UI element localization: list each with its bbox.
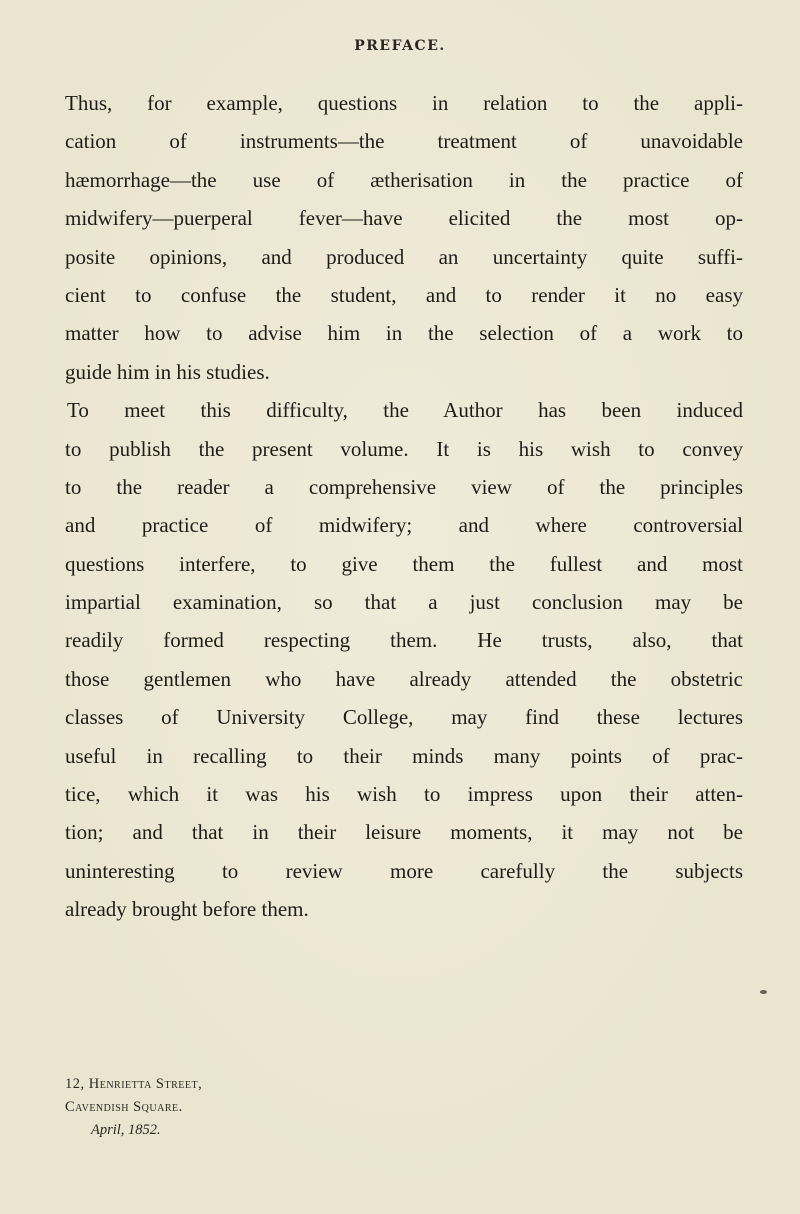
text-line: tice, which it was his wish to impress upon their atten- xyxy=(65,782,743,807)
text-line: already brought before them. xyxy=(65,897,309,922)
text-line: and practice of midwifery; and where controversial xyxy=(65,513,743,538)
text-line: cation of instruments—the treatment of unavoidable xyxy=(65,129,743,154)
text-line: questions interfere, to give them the fullest and most xyxy=(65,551,743,576)
text-line: To meet this difficulty, the Author has been induced xyxy=(67,398,743,423)
text-line: readily formed respecting them. He trusts, also, that xyxy=(65,628,743,653)
text-line: Thus, for example, questions in relation to the appli- xyxy=(65,91,743,115)
running-head: PREFACE. xyxy=(354,38,446,54)
text-line: hæmorrhage—the use of ætherisation in the practice of xyxy=(65,167,743,192)
text-line: uninteresting to review more carefully the subjects xyxy=(65,858,743,883)
text-line: posite opinions, and produced an uncertainty quite suffi- xyxy=(65,244,743,269)
signature-block xyxy=(65,1073,202,1142)
text-line: to publish the present volume. It is his wish to convey xyxy=(65,436,743,461)
text-line: impartial examination, so that a just conclusion may be xyxy=(65,590,743,615)
text-line: cient to confuse the student, and to render it no easy xyxy=(65,282,743,307)
signature-date: April, 1852. xyxy=(91,1122,161,1138)
text-line: tion; and that in their leisure moments, it may not be xyxy=(65,820,743,845)
text-line: useful in recalling to their minds many points of prac- xyxy=(65,743,743,768)
address-line: Cavendish Square. xyxy=(65,1099,183,1115)
text-line: those gentlemen who have already attended the obstetric xyxy=(65,666,743,691)
ink-smudge xyxy=(760,990,767,994)
text-line: guide him in his studies. xyxy=(65,359,270,384)
text-line: midwifery—puerperal fever—have elicited the most op- xyxy=(65,206,743,231)
text-line: matter how to advise him in the selection of a work to xyxy=(65,321,743,346)
body-text xyxy=(65,84,743,929)
address-line: 12, Henrietta Street, xyxy=(65,1076,203,1092)
text-line: classes of University College, may find these lectures xyxy=(65,705,743,730)
text-line: to the reader a comprehensive view of the principles xyxy=(65,474,743,499)
